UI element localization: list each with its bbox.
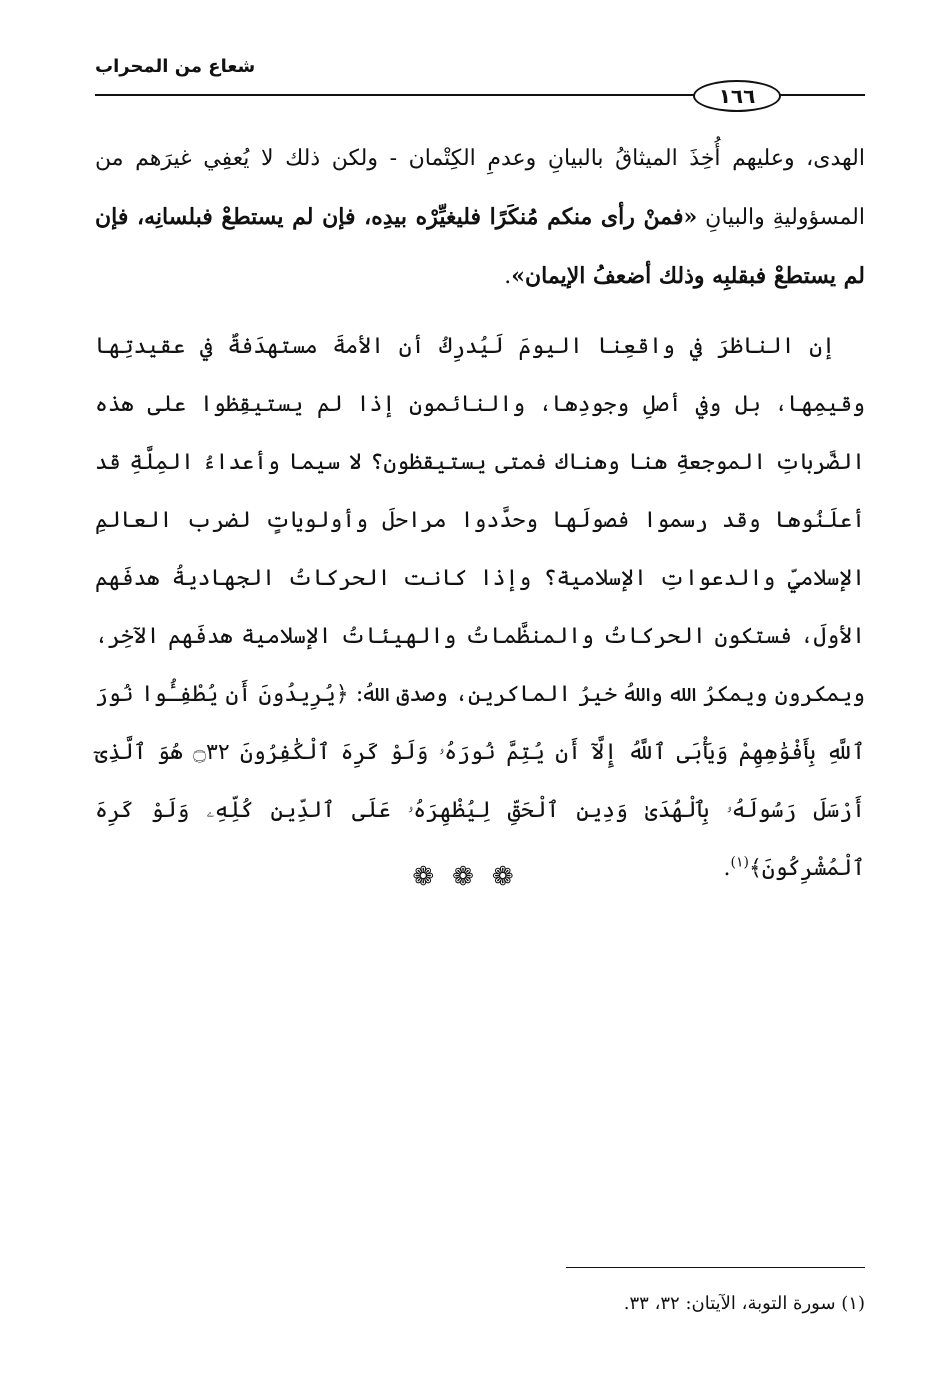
footnote-reference: (١) [730, 854, 749, 871]
hadith-quote: «فمنْ رأى منكم مُنكَرًا فليغيِّرْه بيدِه، فإن لم يستطعْ فبلسانِه، فإن لم يستطعْ فبقلبِه وذلك أضعفُ الإيمان» [95, 204, 865, 289]
footnote-rule [566, 1267, 865, 1268]
paragraph-2-end: . [723, 856, 731, 881]
paragraph-1-end: . [504, 264, 512, 289]
paragraph-1-text: الهدى، وعليهم أُخِذَ الميثاقُ بالبيانِ وعدمِ الكِتْمان - ولكن ذلك لا يُعفِي غيرَهم من المسؤوليةِ والبيانِ [95, 146, 865, 230]
paragraph-2-text: إن الناظرَ في واقعِنا اليومَ لَيُدرِكُ أن الأمةَ مستهدَفةٌ في عقيدتِها وقيمِها، بل وفي أصلِ وجودِها، والنائمون إذا لم يستيقِظوا على هذه الضَّرباتِ الموجعةِ هنا وهناك فمتى يستيقظون؟ لا سيما وأعداءُ المِلَّةِ قد أعلَنُوها وقد رسموا فصولَها وحدَّدوا مراحلَ وأولوياتٍ لضرب العالمِ الإسلاميِّ والدعواتِ الإسلامية؟ وإذا كانت الحركاتُ الجهاديةُ هدفَهم الأولَ، فستكون الحركاتُ والمنظَّماتُ والهيئاتُ الإسلامية هدفَهم الآخِر، ويمكرون ويمكرُ الله واللهُ خيرُ الماكرين، وصدق اللهُ: [95, 334, 866, 707]
page-header [95, 56, 865, 106]
section-divider-ornaments: ❁❁❁ [412, 862, 532, 892]
footnote: (١) سورة التوبة، الآيتان: ٣٢، ٣٣. [623, 1293, 865, 1314]
paragraph-1 [95, 130, 865, 306]
quran-verse: ﴿يُرِيدُونَ أَن يُطْفِـُٔوا نُورَ ٱللَّهِ بِأَفْوَٰهِهِمْ وَيَأْبَى ٱللَّهُ إِلَّآ أَن يُتِمَّ نُورَهُۥ وَلَوْ كَرِهَ ٱلْكَٰفِرُونَ ۝٣٢ هُوَ ٱلَّذِىٓ أَرْسَلَ رَسُولَهُۥ بِٱلْهُدَىٰ وَدِينِ ٱلْحَقِّ لِيُظْهِرَهُۥ عَلَى ٱلدِّينِ كُلِّهِۦ وَلَوْ كَرِهَ ٱلْمُشْرِكُونَ﴾ [95, 682, 865, 881]
page-number: ١٦٦ [693, 80, 781, 112]
running-title: شعاع من المحراب [95, 56, 256, 77]
header-rule [95, 94, 695, 96]
paragraph-2 [95, 318, 865, 898]
header-rule-right [775, 94, 865, 96]
body-text [95, 130, 865, 910]
